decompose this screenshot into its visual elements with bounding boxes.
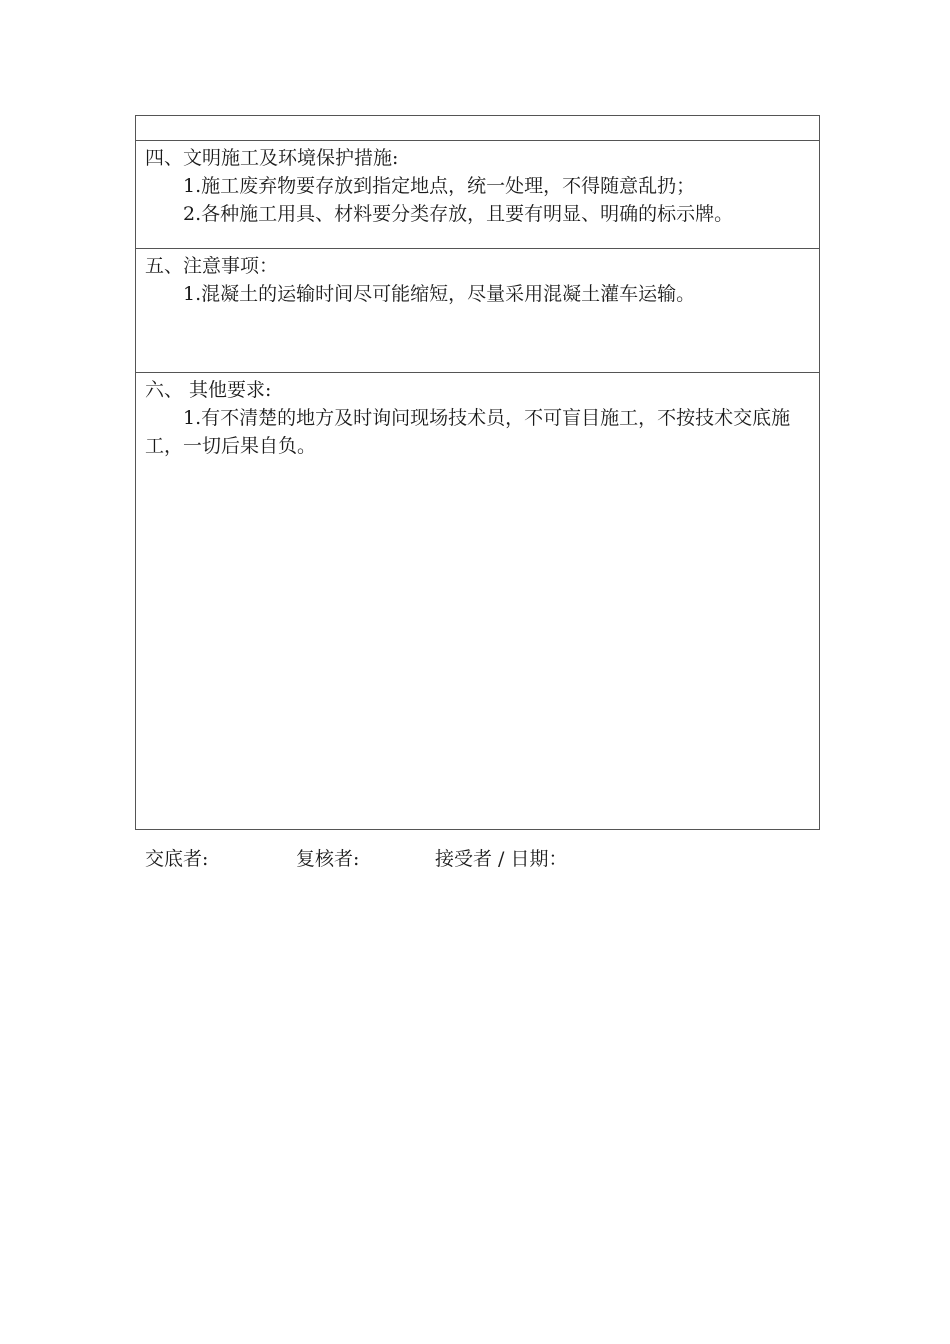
table-row-section-6 xyxy=(136,373,820,830)
section-5-item-1: 1.混凝土的运输时间尽可能缩短，尽量采用混凝土灌车运输。 xyxy=(183,283,696,305)
section-6-title: 六、 其他要求: xyxy=(145,379,272,401)
section-4-cell xyxy=(136,141,820,249)
presenter-label: 交底者: xyxy=(145,848,209,870)
section-4-item-1: 1.施工废弃物要存放到指定地点，统一处理，不得随意乱扔； xyxy=(183,175,696,197)
reviewer-label: 复核者: xyxy=(296,848,360,870)
section-5-title: 五、注意事项： xyxy=(145,255,279,277)
table-row-blank xyxy=(136,116,820,141)
blank-cell xyxy=(136,116,820,141)
section-6-cell xyxy=(136,373,820,830)
table-row-section-5 xyxy=(136,249,820,373)
receiver-date-label: 接受者 / 日期： xyxy=(435,848,568,870)
section-4-item-2: 2.各种施工用具、材料要分类存放，且要有明显、明确的标示牌。 xyxy=(183,203,734,225)
table-row-section-4 xyxy=(136,141,820,249)
section-5-cell xyxy=(136,249,820,373)
disclosure-table xyxy=(135,115,820,830)
section-4-title: 四、文明施工及环境保护措施: xyxy=(145,147,399,169)
section-6-item-1: 1.有不清楚的地方及时询问现场技术员，不可盲目施工，不按技术交底施工，一切后果自负。 xyxy=(145,407,791,457)
